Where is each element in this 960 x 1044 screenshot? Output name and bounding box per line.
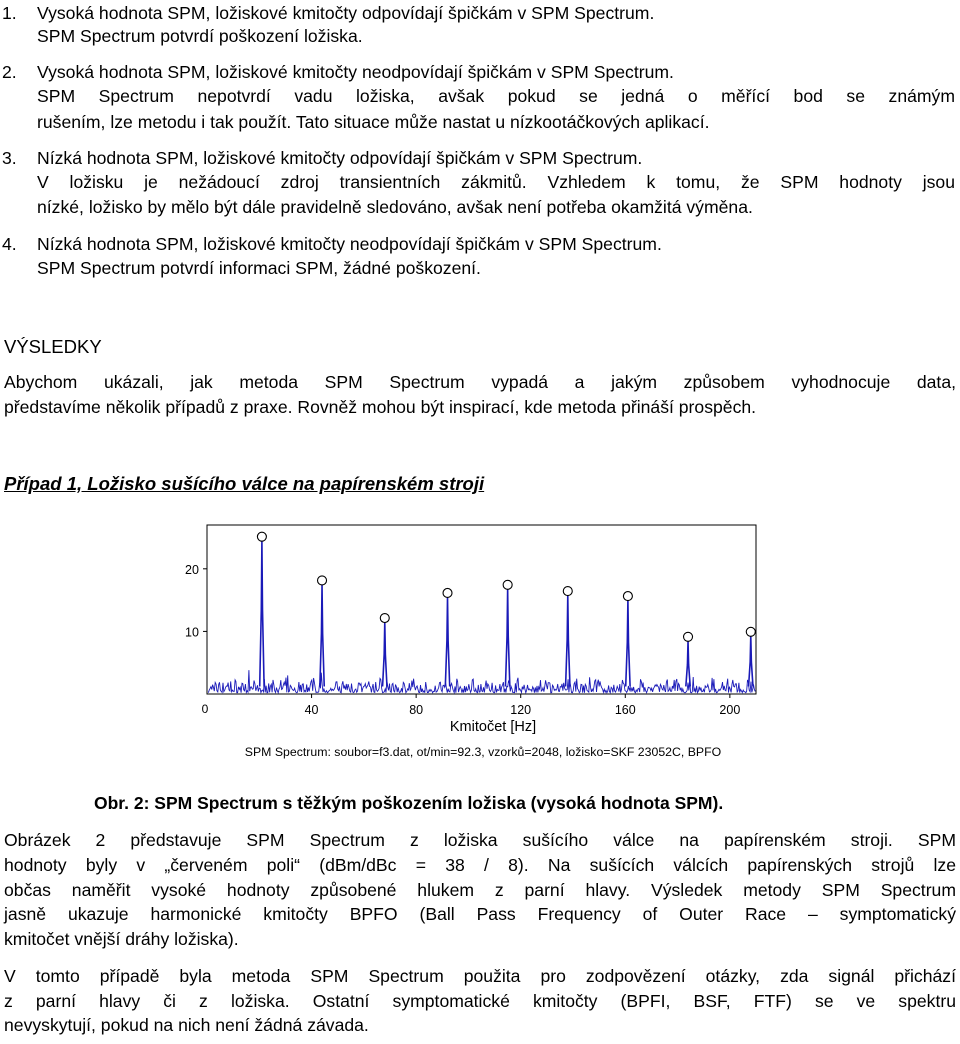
- item-line: nízké, ložisko by mělo být dále pravidelně sledováno, avšak není potřeba okamžitá výměna.: [37, 197, 753, 217]
- item-number: 1.: [2, 3, 17, 23]
- spectrum-peak: [505, 589, 509, 687]
- peak-marker: [257, 532, 266, 541]
- item-line: SPM Spectrum potvrdí poškození ložiska.: [37, 26, 363, 46]
- peak-marker: [503, 580, 512, 589]
- y-tick-label: 20: [185, 562, 199, 577]
- item-line: Vysoká hodnota SPM, ložiskové kmitočty neodpovídají špičkám v SPM Spectrum.: [37, 62, 674, 82]
- paragraph-line: kmitočet vnější dráhy ložiska).: [4, 929, 239, 949]
- item-line: Nízká hodnota SPM, ložiskové kmitočty neodpovídají špičkám v SPM Spectrum.: [37, 234, 662, 254]
- peak-marker: [684, 632, 693, 641]
- item-line: rušením, lze metodu i tak použít. Tato situace může nastat u nízkootáčkových aplikací.: [37, 112, 710, 132]
- x-tick-label: 160: [614, 703, 636, 717]
- paragraph-line: V tomto případě byla metoda SPM Spectrum použita pro zodpovězení otázky, zda signál přichází: [4, 966, 956, 986]
- x-tick-label: 120: [510, 703, 532, 717]
- paragraph-line: z parní hlavy či z ložiska. Ostatní symptomatické kmitočty (BPFI, BSF, FTF) se ve spektru: [4, 991, 956, 1011]
- results-line: představíme několik případů z praxe. Rovněž mohou být inspirací, kde metoda přináší prospěch.: [4, 397, 757, 417]
- results-heading: VÝSLEDKY: [4, 336, 102, 357]
- item-number: 4.: [2, 234, 17, 254]
- item-line: Vysoká hodnota SPM, ložiskové kmitočty odpovídají špičkám v SPM Spectrum.: [37, 3, 655, 23]
- paragraph-line: hodnoty byly v „červeném poli“ (dBm/dBc = 38 / 8). Na sušících válcích papírenských strojů lze: [4, 855, 956, 875]
- x-tick-label: 80: [409, 703, 424, 717]
- spm-spectrum-chart: [0, 515, 960, 770]
- peak-marker: [746, 627, 755, 636]
- case-title: Případ 1, Ložisko sušícího válce na papírenském stroji: [4, 473, 485, 494]
- item-line: V ložisku je nežádoucí zdroj transientních zákmitů. Vzhledem k tomu, že SPM hodnoty jsou: [37, 172, 955, 192]
- peak-marker: [623, 592, 632, 601]
- x-tick-label: 200: [719, 703, 741, 717]
- spectrum-peak: [320, 584, 324, 686]
- item-number: 3.: [2, 148, 17, 168]
- spectrum-peak: [686, 641, 690, 687]
- peak-marker: [380, 614, 389, 623]
- x-axis-label: Kmitočet [Hz]: [449, 719, 537, 735]
- peak-marker: [318, 576, 327, 585]
- peak-marker: [443, 588, 452, 597]
- paragraph-line: nevyskytují, pokud na nich není žádná závada.: [4, 1015, 369, 1035]
- item-line: Nízká hodnota SPM, ložiskové kmitočty odpovídají špičkám v SPM Spectrum.: [37, 148, 643, 168]
- item-number: 2.: [2, 62, 17, 82]
- x-tick-label: 40: [304, 703, 319, 717]
- spectrum-peak: [445, 597, 449, 687]
- chart-footnote: SPM Spectrum: soubor=f3.dat, ot/min=92.3, vzorků=2048, ložisko=SKF 23052C, BPFO: [244, 745, 722, 759]
- y-tick-label: 10: [185, 625, 199, 640]
- spectrum-peak: [260, 541, 264, 687]
- results-line: Abychom ukázali, jak metoda SPM Spectrum vypadá a jakým způsobem vyhodnocuje data,: [4, 372, 956, 392]
- item-line: SPM Spectrum potvrdí informaci SPM, žádné poškození.: [37, 258, 481, 278]
- spectrum-noise: [208, 670, 755, 693]
- spectrum-peak: [383, 622, 387, 686]
- paragraph-line: jasně ukazuje harmonické kmitočty BPFO (Ball Pass Frequency of Outer Race – symptomatický: [4, 904, 956, 924]
- figure-caption: Obr. 2: SPM Spectrum s těžkým poškozením ložiska (vysoká hodnota SPM).: [94, 793, 724, 813]
- spectrum-peak: [566, 595, 570, 686]
- peak-marker: [563, 587, 572, 596]
- spectrum-peak: [749, 636, 753, 687]
- paragraph-line: Obrázek 2 představuje SPM Spectrum z ložiska sušícího válce na papírenském stroji. SPM: [4, 830, 956, 850]
- plot-frame: [207, 525, 756, 694]
- origin-label: 0: [201, 702, 209, 716]
- paragraph-line: občas naměřit vysoké hodnoty způsobené hlukem z parní hlavy. Výsledek metody SPM Spectrum: [4, 880, 956, 900]
- item-line: SPM Spectrum nepotvrdí vadu ložiska, avšak pokud se jedná o měřící bod se známým: [37, 86, 955, 106]
- spectrum-peak: [626, 600, 630, 686]
